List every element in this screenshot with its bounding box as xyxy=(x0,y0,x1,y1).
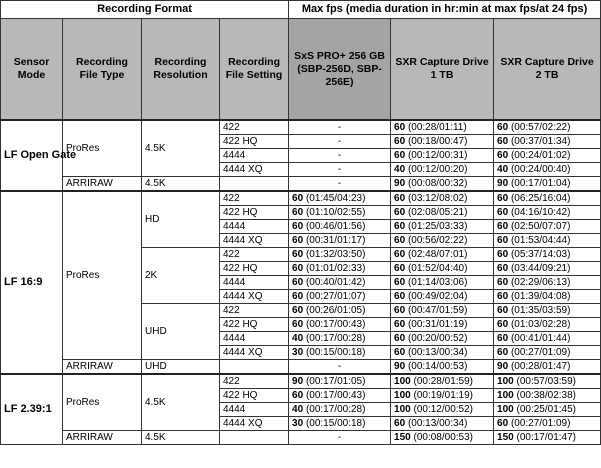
fps-value: 90 xyxy=(394,361,406,372)
sxr-2tb-cell xyxy=(494,234,601,248)
duration-value: (04:16/10:42) xyxy=(508,207,571,218)
duration-value: (01:10/02:55) xyxy=(303,207,366,218)
sxr-1tb-cell xyxy=(391,135,494,149)
sxr-1tb-header: SXR Capture Drive 1 TB xyxy=(391,19,494,121)
file-setting-cell: 4444 xyxy=(220,403,289,417)
duration-value: (00:28/01:11) xyxy=(405,122,467,133)
max-fps-header: Max fps (media duration in hr:min at max fps/at 24 fps) xyxy=(289,1,601,19)
duration-value: (00:17/00:43) xyxy=(303,319,366,330)
fps-value: 60 xyxy=(394,418,406,429)
sxr-2tb-cell xyxy=(494,417,601,431)
table-row xyxy=(1,177,601,192)
duration-value: (00:19/01:19) xyxy=(410,390,473,401)
resolution-cell: 4.5K xyxy=(142,374,220,431)
file-setting-cell: 422 HQ xyxy=(220,389,289,403)
file-setting-cell: 422 xyxy=(220,248,289,262)
sxs-cell xyxy=(289,206,391,220)
sxs-cell xyxy=(289,135,391,149)
sxr-1tb-cell xyxy=(391,403,494,417)
empty-dash: - xyxy=(337,178,342,189)
fps-value: 60 xyxy=(292,221,304,232)
fps-value: 60 xyxy=(394,193,406,204)
fps-value: 60 xyxy=(497,122,509,133)
duration-value: (00:37/01:34) xyxy=(508,136,571,147)
fps-value: 30 xyxy=(292,347,304,358)
table-body xyxy=(1,120,601,445)
duration-value: (00:46/01:56) xyxy=(303,221,366,232)
duration-value: (01:53/04:44) xyxy=(508,235,571,246)
sxr-1tb-cell xyxy=(391,318,494,332)
file-setting-cell: 4444 XQ xyxy=(220,346,289,360)
duration-value: (01:03/02:28) xyxy=(508,319,571,330)
duration-value: (01:39/04:08) xyxy=(508,291,571,302)
fps-value: 60 xyxy=(394,347,406,358)
sxr-1tb-cell xyxy=(391,163,494,177)
fps-value: 30 xyxy=(292,418,304,429)
file-setting-cell: 422 xyxy=(220,374,289,389)
sensor-mode-cell: LF 2.39:1 xyxy=(1,374,63,445)
file-setting-header: Recording File Setting xyxy=(220,19,289,121)
sxr-2tb-cell xyxy=(494,304,601,318)
sxs-cell xyxy=(289,318,391,332)
file-setting-cell: 422 HQ xyxy=(220,318,289,332)
duration-value: (00:20/00:52) xyxy=(405,333,468,344)
fps-value: 60 xyxy=(497,291,509,302)
file-setting-cell: 4444 xyxy=(220,332,289,346)
file-type-header: Recording File Type xyxy=(63,19,142,121)
sxr-2tb-cell xyxy=(494,360,601,375)
duration-value: (02:48/07:01) xyxy=(405,249,468,260)
sxr-2tb-cell xyxy=(494,346,601,360)
sxr-2tb-cell xyxy=(494,332,601,346)
file-setting-cell: 422 xyxy=(220,120,289,135)
fps-value: 60 xyxy=(394,136,406,147)
file-setting-cell: 4444 XQ xyxy=(220,417,289,431)
fps-value: 60 xyxy=(394,150,406,161)
sxs-cell xyxy=(289,163,391,177)
fps-value: 150 xyxy=(394,432,411,443)
sxs-cell xyxy=(289,276,391,290)
file-type-cell: ARRIRAW xyxy=(63,431,142,445)
duration-value: (03:12/08:02) xyxy=(405,193,468,204)
duration-value: (01:25/03:33) xyxy=(405,221,468,232)
empty-dash: - xyxy=(337,164,342,175)
fps-value: 60 xyxy=(292,249,304,260)
resolution-cell: 4.5K xyxy=(142,431,220,445)
sxr-1tb-cell xyxy=(391,389,494,403)
fps-value: 60 xyxy=(394,305,406,316)
sxr-1tb-cell xyxy=(391,149,494,163)
duration-value: (00:28/01:59) xyxy=(410,376,473,387)
fps-value: 100 xyxy=(394,390,411,401)
file-setting-cell xyxy=(220,177,289,192)
sxs-cell xyxy=(289,360,391,375)
fps-value: 60 xyxy=(497,207,509,218)
sxr-1tb-cell xyxy=(391,220,494,234)
sxr-2tb-cell xyxy=(494,177,601,192)
table-row xyxy=(1,191,601,206)
fps-value: 100 xyxy=(394,404,411,415)
sxr-1tb-cell xyxy=(391,304,494,318)
sxr-2tb-cell xyxy=(494,163,601,177)
fps-value: 60 xyxy=(497,193,509,204)
sxr-1tb-cell xyxy=(391,431,494,445)
sxr-2tb-cell xyxy=(494,389,601,403)
resolution-cell: UHD xyxy=(142,304,220,360)
sxr-2tb-cell xyxy=(494,318,601,332)
resolution-cell: 4.5K xyxy=(142,120,220,177)
file-setting-cell: 422 HQ xyxy=(220,262,289,276)
duration-value: (00:27/01:07) xyxy=(303,291,366,302)
fps-value: 100 xyxy=(497,390,514,401)
fps-value: 60 xyxy=(394,207,406,218)
fps-value: 60 xyxy=(497,235,509,246)
duration-value: (00:15/00:18) xyxy=(303,418,366,429)
duration-value: (00:17/01:47) xyxy=(513,432,576,443)
resolution-cell: 2K xyxy=(142,248,220,304)
fps-value: 60 xyxy=(292,319,304,330)
sxs-cell xyxy=(289,417,391,431)
duration-value: (00:17/01:04) xyxy=(508,178,571,189)
sxr-1tb-cell xyxy=(391,346,494,360)
duration-value: (01:01/02:33) xyxy=(303,263,366,274)
table-row xyxy=(1,360,601,375)
duration-value: (00:24/00:40) xyxy=(508,164,571,175)
empty-dash: - xyxy=(337,150,342,161)
file-setting-cell: 422 xyxy=(220,304,289,318)
fps-value: 60 xyxy=(394,221,406,232)
file-setting-cell: 422 xyxy=(220,191,289,206)
sxr-2tb-cell xyxy=(494,276,601,290)
fps-value: 60 xyxy=(292,277,304,288)
file-type-cell: ProRes xyxy=(63,191,142,360)
fps-value: 60 xyxy=(292,390,304,401)
duration-value: (00:12/00:31) xyxy=(405,150,468,161)
sxr-2tb-cell xyxy=(494,374,601,389)
fps-value: 60 xyxy=(292,305,304,316)
duration-value: (02:29/06:13) xyxy=(508,277,571,288)
file-setting-cell: 422 HQ xyxy=(220,135,289,149)
sxr-2tb-cell xyxy=(494,149,601,163)
fps-value: 90 xyxy=(292,376,304,387)
duration-value: (02:50/07:07) xyxy=(508,221,571,232)
duration-value: (01:45/04:23) xyxy=(303,193,366,204)
empty-dash: - xyxy=(337,136,342,147)
fps-value: 60 xyxy=(497,221,509,232)
fps-value: 150 xyxy=(497,432,514,443)
file-setting-cell: 4444 XQ xyxy=(220,234,289,248)
fps-value: 60 xyxy=(292,263,304,274)
duration-value: (00:28/01:47) xyxy=(508,361,571,372)
sxs-cell xyxy=(289,120,391,135)
duration-value: (00:17/01:05) xyxy=(303,376,366,387)
duration-value: (00:56/02:22) xyxy=(405,235,468,246)
fps-value: 60 xyxy=(394,122,406,133)
duration-value: (00:31/01:19) xyxy=(405,319,468,330)
sxr-2tb-cell xyxy=(494,248,601,262)
sxr-1tb-cell xyxy=(391,262,494,276)
duration-value: (00:17/00:28) xyxy=(303,404,366,415)
sxs-cell xyxy=(289,177,391,192)
sxs-cell xyxy=(289,149,391,163)
fps-value: 60 xyxy=(497,319,509,330)
sxr-1tb-cell xyxy=(391,248,494,262)
fps-value: 60 xyxy=(497,249,509,260)
duration-value: (00:41/01:44) xyxy=(508,333,571,344)
fps-value: 60 xyxy=(497,136,509,147)
sxr-2tb-header: SXR Capture Drive 2 TB xyxy=(494,19,601,121)
duration-value: (00:25/01:45) xyxy=(513,404,576,415)
fps-value: 60 xyxy=(394,249,406,260)
fps-value: 60 xyxy=(497,418,509,429)
duration-value: (00:17/00:43) xyxy=(303,390,366,401)
duration-value: (06:25/16:04) xyxy=(508,193,571,204)
file-setting-cell: 4444 xyxy=(220,149,289,163)
fps-value: 60 xyxy=(394,291,406,302)
duration-value: (00:12/00:20) xyxy=(405,164,468,175)
resolution-cell: HD xyxy=(142,191,220,248)
duration-value: (00:27/01:09) xyxy=(508,347,571,358)
fps-value: 60 xyxy=(394,333,406,344)
sxr-1tb-cell xyxy=(391,120,494,135)
file-type-cell: ProRes xyxy=(63,120,142,177)
fps-value: 90 xyxy=(394,178,406,189)
fps-value: 60 xyxy=(497,263,509,274)
fps-value: 60 xyxy=(394,319,406,330)
sxr-2tb-cell xyxy=(494,220,601,234)
duration-value: (00:31/01:17) xyxy=(303,235,366,246)
sxs-cell xyxy=(289,374,391,389)
fps-value: 60 xyxy=(497,347,509,358)
sxs-cell xyxy=(289,191,391,206)
fps-value: 100 xyxy=(497,404,514,415)
sxs-cell xyxy=(289,304,391,318)
sxr-1tb-cell xyxy=(391,177,494,192)
file-setting-cell: 4444 xyxy=(220,220,289,234)
duration-value: (00:08/00:32) xyxy=(405,178,468,189)
sxr-2tb-cell xyxy=(494,403,601,417)
sxr-1tb-cell xyxy=(391,360,494,375)
sxr-2tb-cell xyxy=(494,206,601,220)
fps-value: 60 xyxy=(497,305,509,316)
file-setting-cell xyxy=(220,431,289,445)
fps-value: 60 xyxy=(292,193,304,204)
duration-value: (02:08/05:21) xyxy=(405,207,468,218)
fps-value: 40 xyxy=(497,164,509,175)
file-type-cell: ProRes xyxy=(63,374,142,431)
resolution-cell: UHD xyxy=(142,360,220,375)
sxs-cell xyxy=(289,403,391,417)
duration-value: (03:44/09:21) xyxy=(508,263,571,274)
resolution-cell: 4.5K xyxy=(142,177,220,192)
sxr-1tb-cell xyxy=(391,191,494,206)
file-setting-cell: 4444 XQ xyxy=(220,290,289,304)
sxr-2tb-cell xyxy=(494,135,601,149)
duration-value: (00:49/02:04) xyxy=(405,291,468,302)
duration-value: (00:13/00:34) xyxy=(405,347,468,358)
sxs-cell xyxy=(289,389,391,403)
file-type-cell: ARRIRAW xyxy=(63,360,142,375)
sxr-2tb-cell xyxy=(494,262,601,276)
fps-value: 60 xyxy=(394,235,406,246)
file-setting-cell: 422 HQ xyxy=(220,206,289,220)
empty-dash: - xyxy=(337,361,342,372)
fps-value: 60 xyxy=(292,291,304,302)
fps-value: 60 xyxy=(497,150,509,161)
duration-value: (05:37/14:03) xyxy=(508,249,571,260)
sensor-mode-cell: LF Open Gate xyxy=(1,120,63,191)
duration-value: (00:57/02:22) xyxy=(508,122,571,133)
sxr-1tb-cell xyxy=(391,276,494,290)
sxs-cell xyxy=(289,431,391,445)
resolution-header: Recording Resolution xyxy=(142,19,220,121)
sxr-1tb-cell xyxy=(391,206,494,220)
duration-value: (00:14/00:53) xyxy=(405,361,468,372)
fps-value: 90 xyxy=(497,361,509,372)
fps-value: 40 xyxy=(394,164,406,175)
fps-value: 100 xyxy=(394,376,411,387)
fps-value: 60 xyxy=(497,277,509,288)
duration-value: (01:35/03:59) xyxy=(508,305,571,316)
fps-value: 60 xyxy=(497,333,509,344)
duration-value: (00:47/01:59) xyxy=(405,305,468,316)
sxs-cell xyxy=(289,220,391,234)
duration-value: (00:57/03:59) xyxy=(513,376,576,387)
sxr-2tb-cell xyxy=(494,120,601,135)
empty-dash: - xyxy=(337,432,342,443)
sxr-2tb-cell xyxy=(494,191,601,206)
sensor-mode-cell: LF 16:9 xyxy=(1,191,63,374)
file-setting-cell: 4444 xyxy=(220,276,289,290)
sensor-mode-header: Sensor Mode xyxy=(1,19,63,121)
empty-dash: - xyxy=(337,122,342,133)
sxs-pro-header: SxS PRO+ 256 GB (SBP-256D, SBP-256E) xyxy=(289,19,391,121)
sxs-cell xyxy=(289,234,391,248)
sxr-1tb-cell xyxy=(391,417,494,431)
sxr-1tb-cell xyxy=(391,290,494,304)
table-row xyxy=(1,120,601,135)
duration-value: (00:12/00:52) xyxy=(410,404,473,415)
duration-value: (00:18/00:47) xyxy=(405,136,468,147)
table-row xyxy=(1,374,601,389)
duration-value: (01:14/03:06) xyxy=(405,277,468,288)
fps-value: 40 xyxy=(292,333,304,344)
duration-value: (00:26/01:05) xyxy=(303,305,366,316)
duration-value: (00:15/00:18) xyxy=(303,347,366,358)
duration-value: (01:52/04:40) xyxy=(405,263,468,274)
duration-value: (00:27/01:09) xyxy=(508,418,571,429)
sxs-cell xyxy=(289,262,391,276)
duration-value: (00:24/01:02) xyxy=(508,150,571,161)
fps-value: 60 xyxy=(394,277,406,288)
sxr-1tb-cell xyxy=(391,234,494,248)
duration-value: (00:17/00:28) xyxy=(303,333,366,344)
duration-value: (00:38/02:38) xyxy=(513,390,576,401)
duration-value: (01:32/03:50) xyxy=(303,249,366,260)
recording-format-header: Recording Format xyxy=(1,1,289,19)
fps-value: 40 xyxy=(292,404,304,415)
file-type-cell: ARRIRAW xyxy=(63,177,142,192)
sxs-cell xyxy=(289,290,391,304)
duration-value: (00:08/00:53) xyxy=(410,432,473,443)
sxr-2tb-cell xyxy=(494,431,601,445)
fps-value: 90 xyxy=(497,178,509,189)
table-row xyxy=(1,431,601,445)
sxs-cell xyxy=(289,248,391,262)
sxr-1tb-cell xyxy=(391,374,494,389)
fps-value: 60 xyxy=(292,207,304,218)
duration-value: (00:40/01:42) xyxy=(303,277,366,288)
duration-value: (00:13/00:34) xyxy=(405,418,468,429)
sxs-cell xyxy=(289,332,391,346)
sxr-2tb-cell xyxy=(494,290,601,304)
sxs-cell xyxy=(289,346,391,360)
sxr-1tb-cell xyxy=(391,332,494,346)
fps-value: 60 xyxy=(292,235,304,246)
file-setting-cell xyxy=(220,360,289,375)
fps-value: 100 xyxy=(497,376,514,387)
fps-value: 60 xyxy=(394,263,406,274)
file-setting-cell: 4444 XQ xyxy=(220,163,289,177)
